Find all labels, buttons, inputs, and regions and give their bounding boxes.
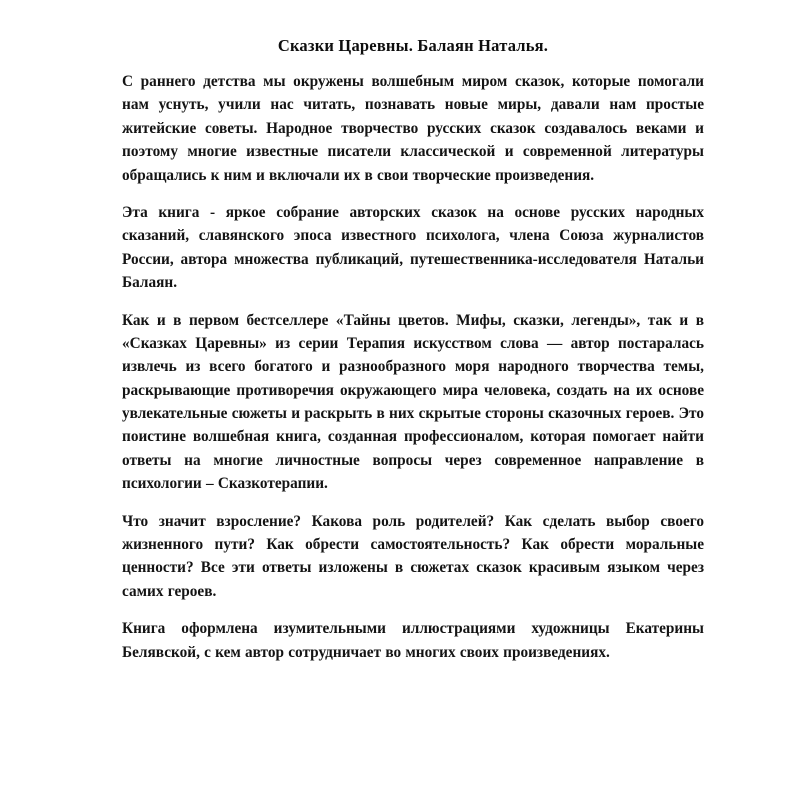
paragraph-5: Книга оформлена изумительными иллюстрациями художницы Екатерины Белявской, с кем автор сотрудничает во многих своих произведениях.	[122, 620, 704, 661]
paragraph-1: С раннего детства мы окружены волшебным миром сказок, которые помогали нам уснуть, учили нас читать, познавать новые миры, давали нам простые житейские советы. Народное творчество русских сказок создавалось веками и поэтому многие известные писатели классической и современной литературы обращались к ним и включали их в свои творческие произведения.	[122, 73, 704, 184]
page-title: Сказки Царевны. Балаян Наталья.	[277, 36, 549, 55]
paragraph-3: Как и в первом бестселлере «Тайны цветов. Мифы, сказки, легенды», так и в «Сказках Царевны» из серии Терапия искусством слова — автор постаралась извлечь из всего богатого и разнообразного моря народного творчества темы, раскрывающие противоречия окружающего мира человека, создать на их основе увлекательные сюжеты и раскрыть в них скрытые стороны сказочных героев. Это поистине волшебная книга, созданная профессионалом, которая помогает найти ответы на многие личностные вопросы через современное направление в психологии – Сказкотерапии.	[122, 311, 704, 493]
paragraph-2: Эта книга - яркое собрание авторских сказок на основе русских народных сказаний, славянского эпоса известного психолога, члена Союза журналистов России, автора множества публикаций, путешественника-исследователя Натальи Балаян.	[122, 203, 704, 292]
paragraph-4: Что значит взросление? Какова роль родителей? Как сделать выбор своего жизненного пути? Как обрести самостоятельность? Как обрести моральные ценности? Все эти ответы изложены в сюжетах сказок красивым языком через самих героев.	[122, 512, 704, 600]
